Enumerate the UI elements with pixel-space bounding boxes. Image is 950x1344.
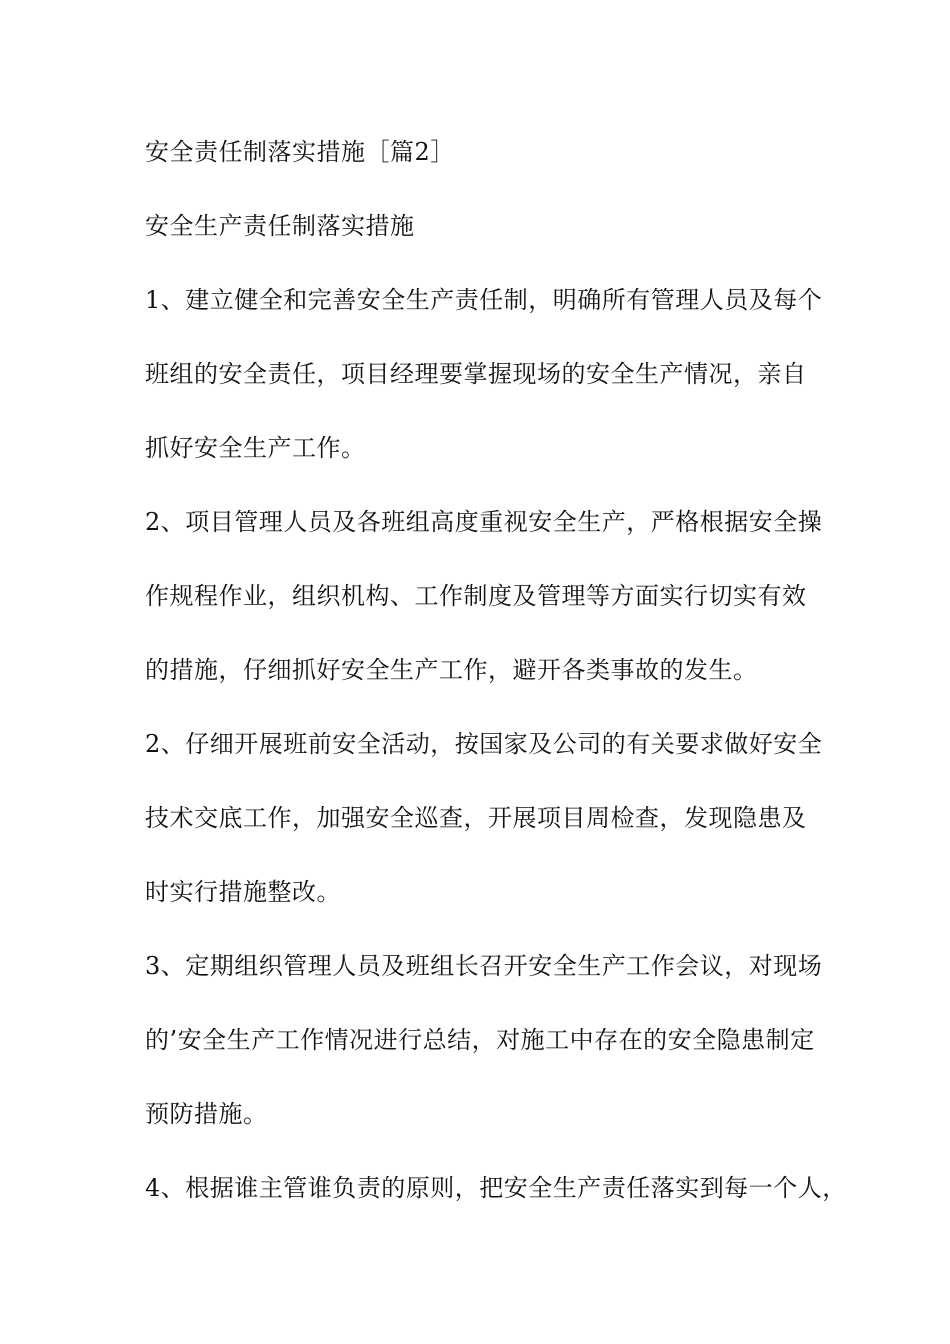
body-line: 时实行措施整改。 [145,878,341,906]
body-line: 班组的安全责任，项目经理要掌握现场的安全生产情况，亲自 [145,360,807,388]
document-heading: 安全责任制落实措施［篇2］ [145,138,455,166]
body-line: 技术交底工作，加强安全巡查，开展项目周检查，发现隐患及 [145,804,807,832]
body-line: 抓好安全生产工作。 [145,434,366,462]
body-line: 2、项目管理人员及各班组高度重视安全生产，严格根据安全操 [145,508,823,536]
body-line: 2、仔细开展班前安全活动，按国家及公司的有关要求做好安全 [145,730,823,758]
body-line: 的措施，仔细抓好安全生产工作，避开各类事故的发生。 [145,656,758,684]
body-line: 3、定期组织管理人员及班组长召开安全生产工作会议，对现场 [145,952,823,980]
body-line: 的’安全生产工作情况进行总结，对施工中存在的安全隐患制定 [145,1026,815,1054]
body-line: 1、建立健全和完善安全生产责任制，明确所有管理人员及每个 [145,286,823,314]
document-subheading: 安全生产责任制落实措施 [145,212,415,240]
body-line: 预防措施。 [145,1100,268,1128]
body-line: 4、根据谁主管谁负责的原则，把安全生产责任落实到每一个人， [145,1174,847,1202]
body-line: 作规程作业，组织机构、工作制度及管理等方面实行切实有效 [145,582,807,610]
